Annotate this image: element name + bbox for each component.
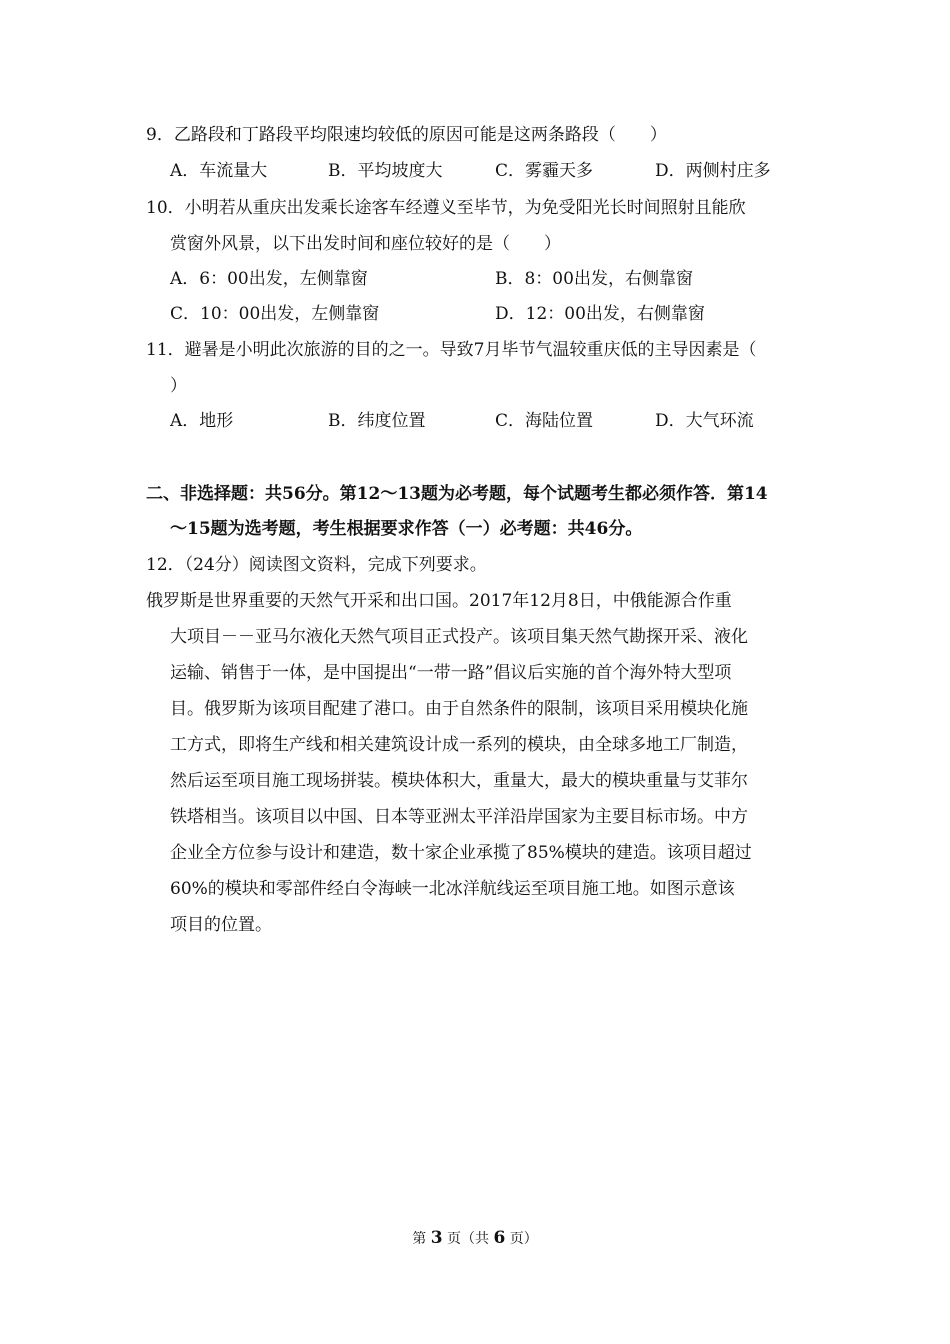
page-footer	[0, 1228, 950, 1249]
q9-option-a: A．车流量大	[170, 161, 268, 181]
footer-page-number: 3	[430, 1228, 443, 1248]
q10-option-c: C．10：00出发，左侧靠窗	[170, 304, 380, 324]
q11-stem-line2: ）	[170, 376, 187, 396]
q11-option-c: C．海陆位置	[495, 411, 594, 431]
q9-option-c: C．雾霾天多	[495, 161, 594, 181]
q12-paragraph-line: 项目的位置。	[170, 915, 272, 935]
q10-option-a: A．6：00出发，左侧靠窗	[170, 269, 368, 289]
footer-prefix: 第	[412, 1231, 427, 1247]
q11-option-a: A．地形	[170, 411, 234, 431]
q9-option-b: B．平均坡度大	[328, 161, 443, 181]
q12-paragraph-line: 大项目－－亚马尔液化天然气项目正式投产。该项目集天然气勘探开采、液化	[170, 627, 748, 647]
q12-paragraph-line: 目。俄罗斯为该项目配建了港口。由于自然条件的限制，该项目采用模块化施	[170, 699, 748, 719]
q10-stem-line2: 赏窗外风景，以下出发时间和座位较好的是（ ）	[170, 234, 561, 254]
q10-option-d: D．12：00出发，右侧靠窗	[495, 304, 705, 324]
q10-stem-line1: 10．小明若从重庆出发乘长途客车经遵义至毕节，为免受阳光长时间照射且能欣	[146, 198, 746, 218]
q12-paragraph-line: 运输、销售于一体，是中国提出“一带一路”倡议后实施的首个海外特大型项	[170, 663, 732, 683]
q10-option-b: B．8：00出发，右侧靠窗	[495, 269, 693, 289]
q9-stem: 9．乙路段和丁路段平均限速均较低的原因可能是这两条路段（ ）	[146, 125, 667, 145]
q12-paragraph-line: 企业全方位参与设计和建造，数十家企业承揽了85%模块的建造。该项目超过	[170, 843, 752, 863]
q11-option-b: B．纬度位置	[328, 411, 426, 431]
q12-paragraph-line: 60%的模块和零部件经白令海峡一北冰洋航线运至项目施工地。如图示意该	[170, 879, 735, 899]
footer-total-pages: 6	[493, 1228, 506, 1248]
q12-paragraph-line: 工方式，即将生产线和相关建筑设计成一系列的模块，由全球多地工厂制造，	[170, 735, 748, 755]
q12-stem: 12．（24分）阅读图文资料，完成下列要求。	[146, 555, 487, 575]
section2-heading-line2: ～15题为选考题，考生根据要求作答（一）必考题：共46分。	[170, 519, 643, 539]
q11-option-d: D．大气环流	[655, 411, 754, 431]
footer-suffix: 页）	[509, 1231, 538, 1247]
q12-paragraph-line: 然后运至项目施工现场拼装。模块体积大，重量大，最大的模块重量与艾菲尔	[170, 771, 748, 791]
q11-stem-line1: 11．避暑是小明此次旅游的目的之一。导致7月毕节气温较重庆低的主导因素是（	[146, 340, 757, 360]
section2-heading-line1: 二、非选择题：共56分。第12～13题为必考题，每个试题考生都必须作答．第14	[146, 484, 768, 504]
q12-paragraph-line: 铁塔相当。该项目以中国、日本等亚洲太平洋沿岸国家为主要目标市场。中方	[170, 807, 748, 827]
q9-option-d: D．两侧村庄多	[655, 161, 771, 181]
q12-paragraph-line: 俄罗斯是世界重要的天然气开采和出口国。2017年12月8日，中俄能源合作重	[146, 591, 732, 611]
footer-middle: 页（共	[447, 1231, 489, 1247]
